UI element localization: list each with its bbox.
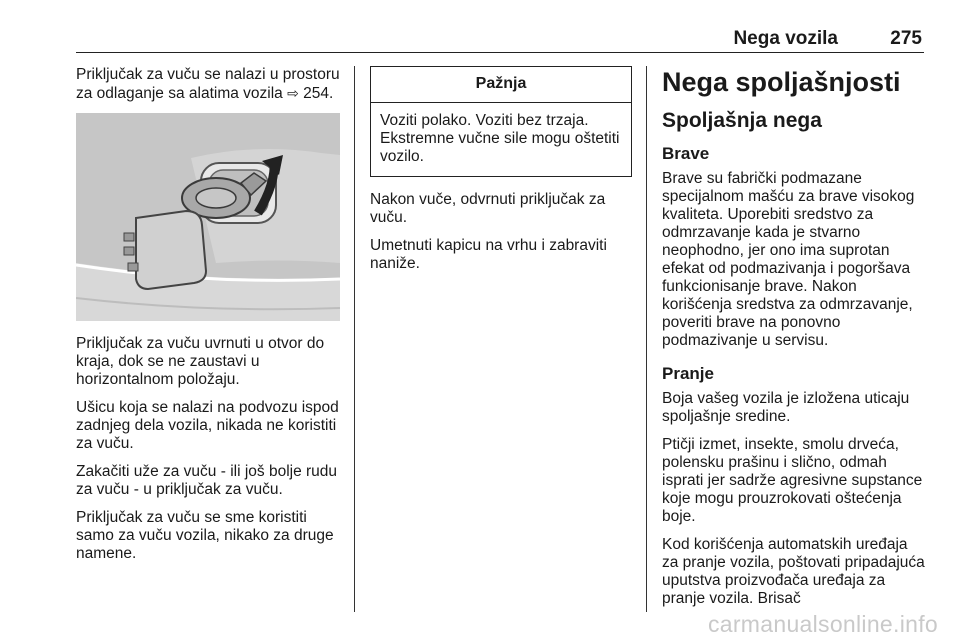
- heading-level-2: Spoljašnja nega: [662, 109, 822, 132]
- heading-pranje: Pranje: [662, 364, 714, 383]
- paragraph: Ptičji izmet, insekte, smolu drveća, polensku prašinu i slično, odmah isprati jer sadrže agresivne supstance koje mogu prouzrokovati oštećenja boje.: [662, 436, 923, 525]
- section-title: Nega vozila: [733, 28, 838, 49]
- paragraph: Boja vašeg vozila je izložena uticaju spoljašnje sredine.: [662, 390, 910, 425]
- caution-box: [370, 66, 632, 177]
- column-left: [76, 66, 342, 573]
- page-reference: 254.: [298, 85, 334, 102]
- page-reference-icon: ⇨: [287, 85, 299, 101]
- watermark: carmanualsonline.info: [707, 611, 938, 637]
- towing-eye-illustration: [76, 113, 340, 321]
- caution-title: Pažnja: [371, 67, 631, 103]
- column-right: [662, 66, 927, 618]
- column-middle: [370, 66, 632, 283]
- paragraph: Priključak za vuču uvrnuti u otvor do kraja, dok se ne zaustavi u horizontalnom položaju.: [76, 335, 325, 388]
- paragraph: Nakon vuče, odvrnuti priključak za vuču.: [370, 191, 606, 226]
- paragraph: Ušicu koja se nalazi na podvozu ispod zadnjeg dela vozila, nikada ne koristiti za vuču.: [76, 399, 339, 452]
- heading-level-1: Nega spoljašnjosti: [662, 67, 901, 97]
- paragraph: [76, 66, 342, 103]
- page-number: 275: [890, 28, 922, 49]
- paragraph: Brave su fabrički podmazane specijalnom mašću za brave visokog kvaliteta. Uporebiti sredstvo za odmrzavanje kada je stvarno neophodno, jer ono ima suprotan efekat od podmazivanja i pogoršava funkcionisanje brave. Nakon korišćenja sredstva za odmrzavanje, poveriti brave na ponovno podmazivanje u servisu.: [662, 170, 915, 349]
- page-header: [76, 22, 924, 53]
- towing-eye-drawing: [76, 113, 340, 321]
- paragraph: Kod korišćenja automatskih uređaja za pranje vozila, poštovati pripadajuća uputstva proizvođača uređaja za pranje vozila. Brisač: [662, 536, 925, 607]
- column-divider: [646, 66, 647, 612]
- paragraph: Umetnuti kapicu na vrhu i zabraviti naniže.: [370, 237, 607, 272]
- caution-text: Voziti polako. Voziti bez trzaja. Ekstremne vučne sile mogu oštetiti vozilo.: [380, 112, 620, 165]
- paragraph: Zakačiti uže za vuču - ili još bolje rudu za vuču - u priključak za vuču.: [76, 463, 338, 498]
- paragraph-text: Priključak za vuču se nalazi u prostoru za odlaganje sa alatima vozila: [76, 66, 340, 102]
- column-divider: [354, 66, 355, 612]
- paragraph: Priključak za vuču se sme koristiti samo za vuču vozila, nikako za druge namene.: [76, 509, 334, 562]
- heading-brave: Brave: [662, 144, 710, 163]
